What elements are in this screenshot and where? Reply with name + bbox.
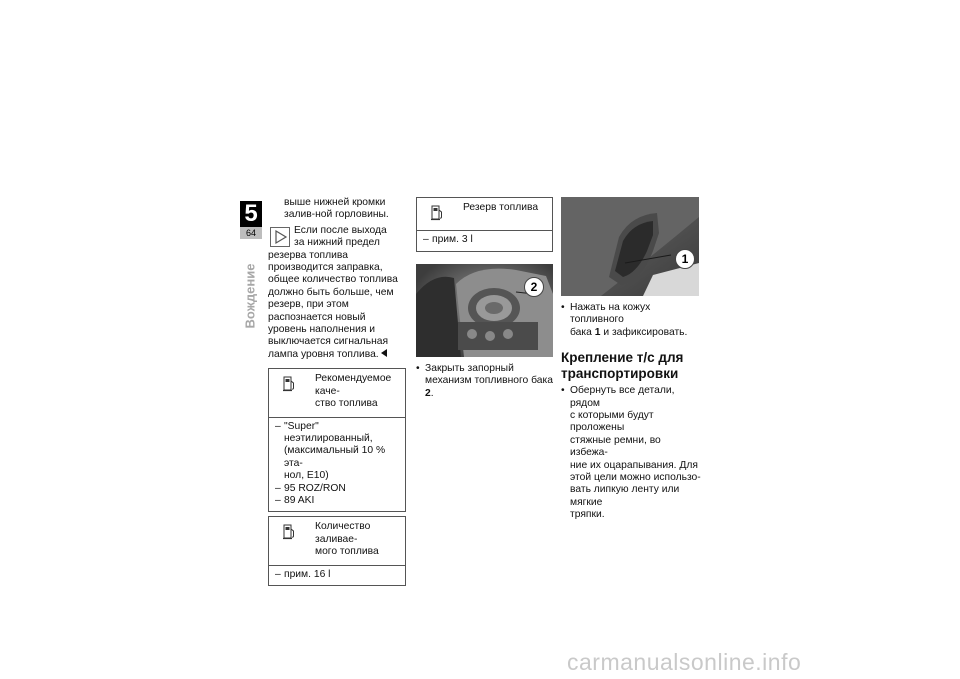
close-lock-text: Закрыть запорный механизм топливного бака xyxy=(425,362,553,387)
intro-text: выше нижней кромки залив-ной горловины. xyxy=(284,197,389,221)
callout-2-label: 2 xyxy=(530,279,538,294)
fuel-reserve-header-text: Резерв топлива xyxy=(463,202,539,213)
section-heading: Крепление т/с для транспортировки xyxy=(561,350,684,382)
fuel-pump-icon xyxy=(431,205,443,221)
fuel-quality-header-line2: ство топлива xyxy=(315,398,378,410)
triangle-note-icon xyxy=(270,227,290,247)
wrap-line-2: с которыми будут проложены xyxy=(570,410,654,434)
wrap-line-6: вать липкую ленту или мягкие xyxy=(570,484,680,508)
fuel-amount-header-line1: Количество заливае- xyxy=(315,521,371,545)
wrap-line-1: Обернуть все детали, рядом xyxy=(570,385,675,409)
fuel-quality-header xyxy=(269,369,405,417)
press-cover-ref: 1 xyxy=(594,326,601,338)
fuel-reserve-body: – прим. 3 l xyxy=(423,234,473,246)
watermark: carmanualsonline.info xyxy=(567,649,802,675)
close-lock-instruction: • Закрыть запорный механизм топливного бака 2. xyxy=(416,362,553,399)
fuel-quality-header-line1: Рекомендуемое каче- xyxy=(315,373,392,397)
fuel-pump-icon xyxy=(283,524,295,540)
note-second-line: за нижний предел xyxy=(294,237,380,249)
page-number: 64 xyxy=(240,227,262,239)
fuel-quality-item1-line3: нол, E10) xyxy=(284,470,329,482)
fuel-tank-cover-photo xyxy=(561,197,699,296)
fuel-reserve-item: прим. 3 l xyxy=(432,234,473,246)
fuel-quality-item1-line2: (максимальный 10 % эта- xyxy=(284,445,386,469)
fuel-amount-body: – прим. 16 l xyxy=(275,568,331,580)
chapter-title-vertical xyxy=(235,246,265,346)
fuel-amount-header-line2: мого топлива xyxy=(315,546,379,558)
column-3 xyxy=(561,197,701,522)
press-cover-line1: Нажать на кожух топливного xyxy=(570,302,651,326)
press-cover-line2-pre: бака xyxy=(570,326,592,338)
fuel-pump-icon xyxy=(283,376,295,392)
end-marker-icon xyxy=(381,349,387,357)
fuel-reserve-header xyxy=(417,198,552,231)
note-first-line: Если после выхода xyxy=(294,224,387,236)
note-block xyxy=(268,225,406,361)
note-text xyxy=(268,250,406,362)
chapter-number: 5 xyxy=(240,201,262,227)
callout-2 xyxy=(524,277,544,297)
press-cover-instruction: • Нажать на кожух топливного бака 1 и зафиксировать. xyxy=(561,302,701,339)
press-cover-line2-post: и зафиксировать. xyxy=(603,326,688,338)
fuel-quality-item1-line1: "Super" неэтилированный, xyxy=(284,420,373,444)
wrap-line-7: тряпки. xyxy=(570,509,605,521)
column-1 xyxy=(268,197,406,586)
wrap-line-3: стяжные ремни, во избежа- xyxy=(570,434,661,459)
fuel-tank-cover-illustration xyxy=(561,197,699,296)
fuel-cap-photo xyxy=(416,264,553,357)
fuel-quality-item2: 95 ROZ/RON xyxy=(284,482,346,494)
close-lock-ref: 2 xyxy=(425,387,431,399)
fuel-reserve-table xyxy=(416,197,553,252)
column-2 xyxy=(416,197,553,400)
fuel-quality-table xyxy=(268,368,406,512)
fuel-quality-item3: 89 AKI xyxy=(284,494,315,506)
fuel-amount-header xyxy=(269,517,405,565)
fuel-amount-table xyxy=(268,516,406,586)
wrap-line-5: этой цели можно использо- xyxy=(570,472,701,484)
callout-1 xyxy=(675,249,695,269)
wrap-parts-instruction: • Обернуть все детали, рядом с которыми будут проложены стяжные ремни, во избежа- ние их оцарапывания. Для этой цели можно использо- вать липкую ленту или мягкие тряпки. xyxy=(561,385,701,521)
fuel-amount-item: прим. 16 l xyxy=(284,568,331,580)
note-rest: резерва топлива производится заправка, общее количество топлива должно быть больше, чем резерв, при этом распознается новый уровень наполнения и выключается сигнальная лампа уровня топлива. xyxy=(268,249,398,360)
callout-1-label: 1 xyxy=(681,252,689,266)
wrap-line-4: ние их оцарапывания. Для xyxy=(570,459,698,471)
chapter-title: Вождение xyxy=(242,263,258,329)
fuel-quality-body: – "Super" неэтилированный, (максимальный 10 % эта- нол, E10) – 95 ROZ/RON – 89 AKI xyxy=(269,418,405,512)
